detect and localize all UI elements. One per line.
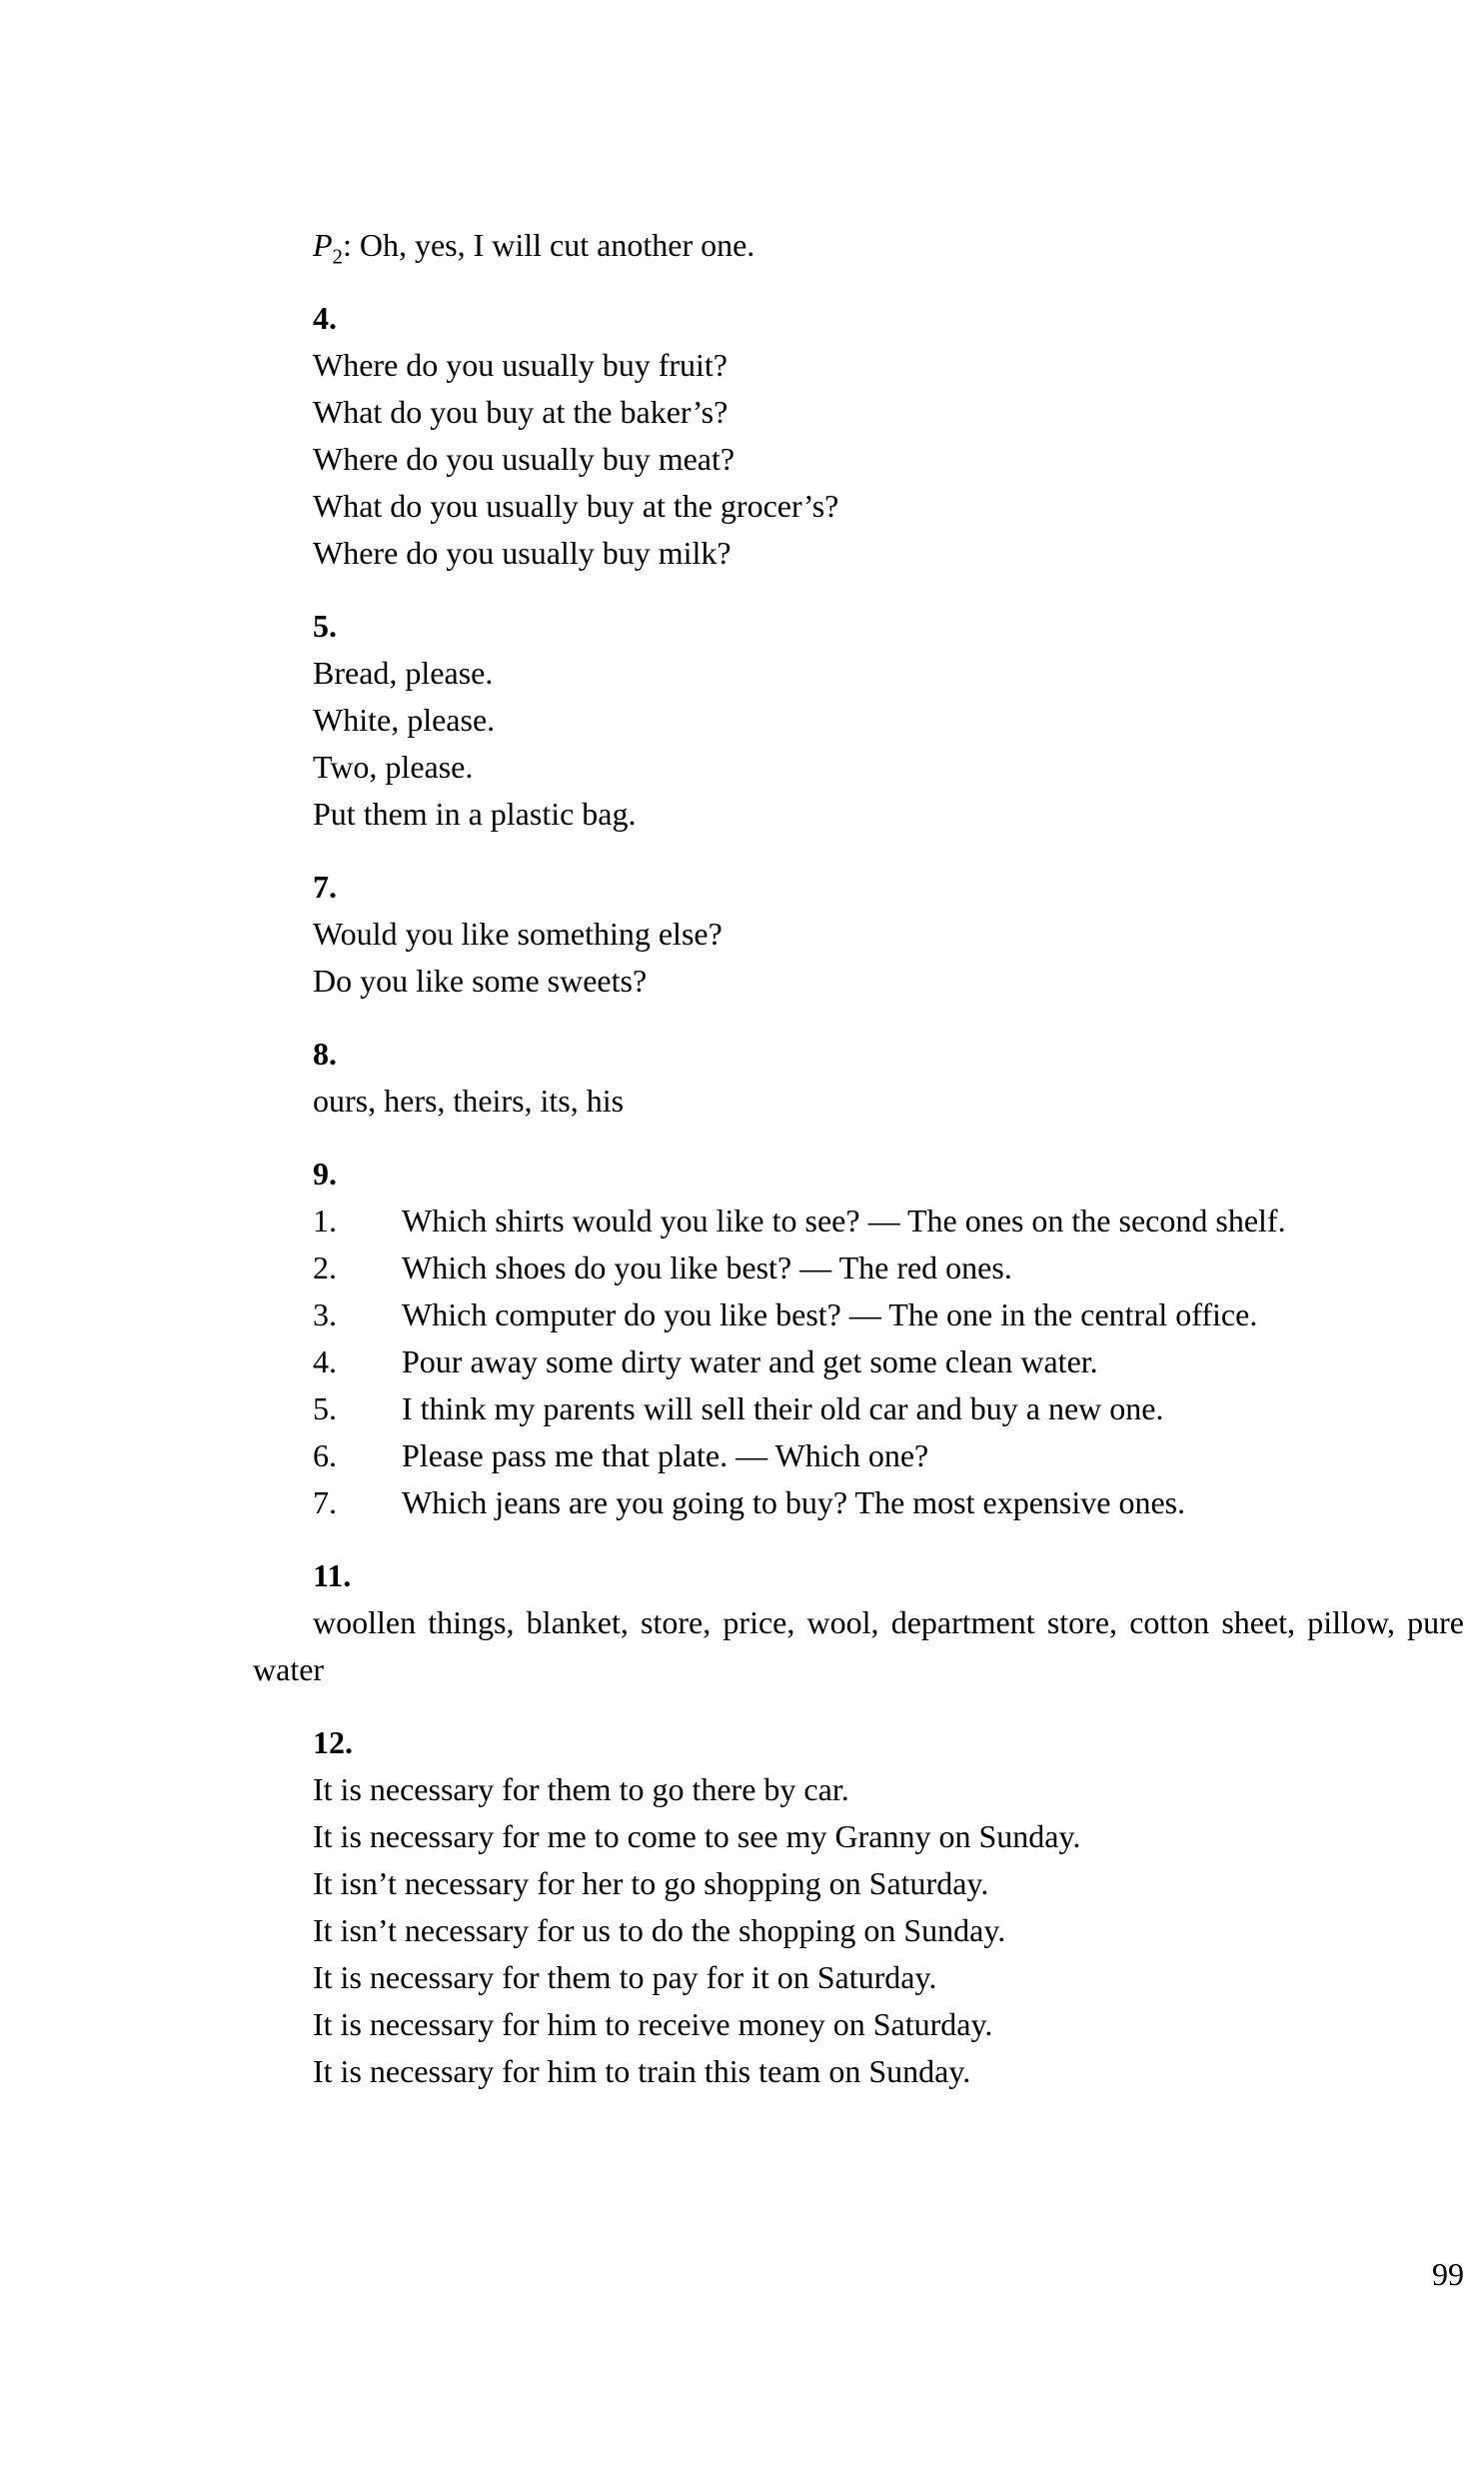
item-number: 2.	[313, 1249, 337, 1285]
section-lines	[313, 1078, 1464, 1125]
item-text: I think my parents will sell their old car and buy a new one.	[402, 1390, 1164, 1426]
text-line: What do you usually buy at the grocer’s?	[313, 488, 839, 524]
page-number: 99	[1432, 2256, 1464, 2292]
item-number: 7.	[313, 1484, 337, 1520]
numbered-item	[313, 1198, 1464, 1244]
text-line: ours, hers, theirs, its, his	[313, 1083, 625, 1119]
item-text: Which shoes do you like best? — The red ones.	[402, 1249, 1012, 1285]
section-12	[253, 1719, 1464, 2095]
section-8	[253, 1031, 1464, 1125]
text-line: It isn’t necessary for us to do the shopping on Sunday.	[313, 1912, 1006, 1948]
section-lines	[313, 911, 1464, 1005]
section-11	[253, 1552, 1464, 1693]
numbered-item	[313, 1338, 1464, 1385]
text-line: It is necessary for them to go there by car.	[313, 1771, 849, 1807]
section-lines	[313, 1766, 1464, 2095]
numbered-item	[313, 1385, 1464, 1432]
numbered-item	[313, 1432, 1464, 1479]
numbered-item	[313, 1291, 1464, 1338]
item-text: Which computer do you like best? — The one in the central office.	[402, 1296, 1258, 1332]
item-number: 3.	[313, 1296, 337, 1332]
section-numbered-list	[313, 1198, 1464, 1526]
speaker-label	[313, 227, 343, 269]
text-line: It is necessary for them to pay for it on Saturday.	[313, 1959, 937, 1995]
section-4	[253, 295, 1464, 577]
section-lines	[313, 650, 1464, 838]
item-number: 1.	[313, 1203, 337, 1239]
item-number: 6.	[313, 1437, 337, 1473]
item-number: 5.	[313, 1390, 337, 1426]
speaker-letter: P	[313, 227, 333, 263]
section-heading: 12.	[313, 1724, 353, 1760]
section-lines	[313, 342, 1464, 577]
text-line: It is necessary for me to come to see my Granny on Sunday.	[313, 1818, 1081, 1854]
text-line: It is necessary for him to receive money on Saturday.	[313, 2006, 993, 2042]
text-line: White, please.	[313, 702, 496, 738]
section-7	[253, 864, 1464, 1005]
text-line: Two, please.	[313, 749, 474, 785]
text-line: Bread, please.	[313, 655, 494, 691]
text-line: What do you buy at the baker’s?	[313, 394, 729, 430]
section-paragraph: woollen things, blanket, store, price, wool, department store, cotton sheet, pillow, pure water	[253, 1604, 1464, 1687]
numbered-item	[313, 1244, 1464, 1291]
section-heading: 5.	[313, 608, 337, 644]
speaker-subscript: 2	[332, 245, 343, 269]
section-5	[253, 603, 1464, 838]
section-heading: 11.	[313, 1557, 352, 1593]
section-heading: 7.	[313, 869, 337, 905]
section-heading: 8.	[313, 1036, 337, 1072]
dialogue-line	[313, 222, 1464, 269]
item-text: Which jeans are you going to buy? The most expensive ones.	[402, 1484, 1186, 1520]
text-line: It is necessary for him to train this team on Sunday.	[313, 2053, 971, 2089]
item-text: Please pass me that plate. — Which one?	[402, 1437, 929, 1473]
section-heading: 9.	[313, 1156, 337, 1192]
section-heading: 4.	[313, 300, 337, 336]
text-line: Would you like something else?	[313, 916, 723, 952]
text-line: Where do you usually buy fruit?	[313, 347, 728, 383]
text-line: Put them in a plastic bag.	[313, 796, 637, 832]
text-line: It isn’t necessary for her to go shopping on Saturday.	[313, 1865, 989, 1901]
section-9	[253, 1151, 1464, 1526]
item-number: 4.	[313, 1343, 337, 1379]
page-content	[253, 222, 1464, 2095]
dialogue-text: : Oh, yes, I will cut another one.	[342, 227, 755, 263]
text-line: Do you like some sweets?	[313, 963, 648, 999]
item-text: Which shirts would you like to see? — The ones on the second shelf.	[402, 1203, 1286, 1239]
numbered-item	[313, 1479, 1464, 1526]
text-line: Where do you usually buy milk?	[313, 535, 732, 571]
text-line: Where do you usually buy meat?	[313, 441, 736, 477]
item-text: Pour away some dirty water and get some clean water.	[402, 1343, 1098, 1379]
